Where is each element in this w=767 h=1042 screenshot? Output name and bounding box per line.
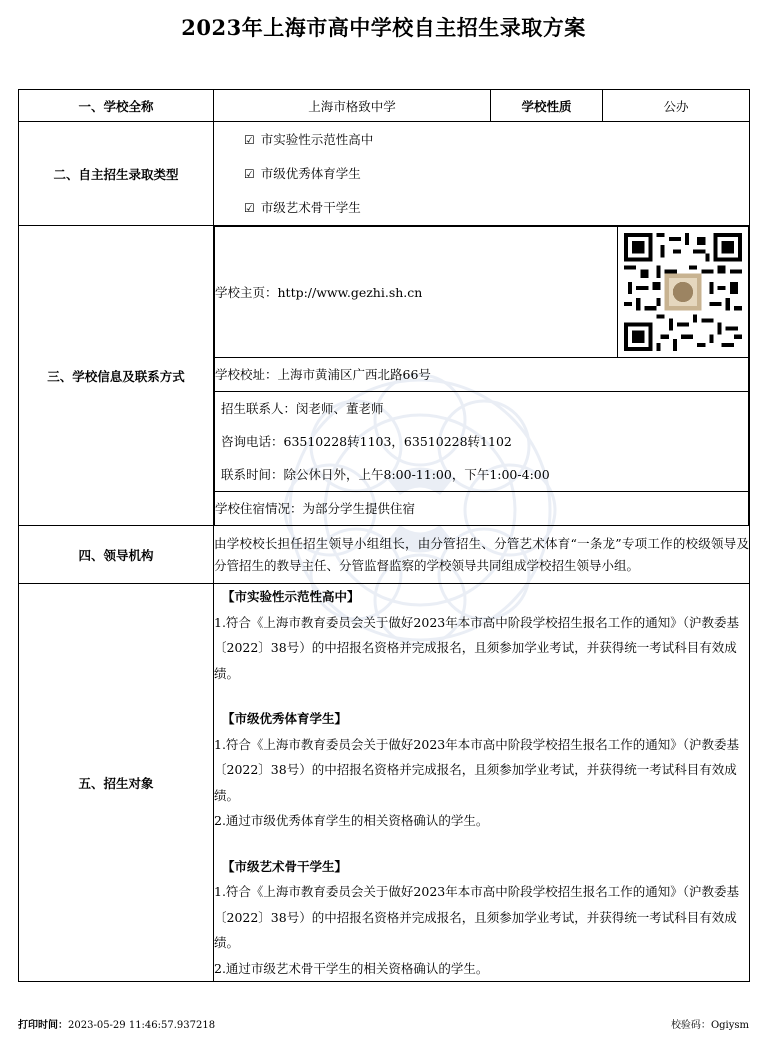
checked-box-icon: ☑: [244, 200, 255, 215]
print-time: [18, 1016, 215, 1031]
target-requirement: 1.符合《上海市教育委员会关于做好2023年本市高中阶段学校招生报名工作的通知》（沪教委基〔2022〕38号）的中招报名资格并完成报名，且须参加学业考试，并获得统一考试科目有效成绩。: [214, 614, 739, 681]
targets-row: [19, 584, 750, 982]
admission-type-item: ☑ 市级优秀体育学生: [244, 165, 361, 181]
contact-hours: 联系时间：除公休日外，上午8:00-11:00，下午1:00-4:00: [221, 467, 550, 482]
leadership-label: 四、领导机构: [19, 526, 214, 584]
school-nature-value: 公办: [603, 90, 750, 122]
dorm-info: 学校住宿情况：为部分学生提供住宿: [215, 492, 749, 526]
target-requirement: 2.通过市级艺术骨干学生的相关资格确认的学生。: [214, 960, 489, 976]
admission-type-item: ☑ 市级艺术骨干学生: [244, 199, 361, 215]
leadership-row: [19, 526, 750, 584]
contact-label: 三、学校信息及联系方式: [19, 226, 214, 526]
target-section-heading: 【市实验性示范性高中】: [222, 589, 360, 604]
admission-types-row: [19, 122, 750, 226]
targets-content: [214, 584, 750, 982]
checked-box-icon: ☑: [244, 132, 255, 147]
verify-code-value: Ogiysm: [710, 1020, 749, 1031]
school-name-label: 一、学校全称: [19, 90, 214, 122]
target-section-heading: 【市级优秀体育学生】: [222, 711, 348, 726]
admission-types-label: 二、自主招生录取类型: [19, 122, 214, 226]
target-requirement: 1.符合《上海市教育委员会关于做好2023年本市高中阶段学校招生报名工作的通知》（沪教委基〔2022〕38号）的中招报名资格并完成报名，且须参加学业考试，并获得统一考试科目有效成绩。: [214, 884, 739, 950]
admission-type-item: ☑ 市实验性示范性高中: [244, 131, 374, 147]
print-time-label: 打印时间：: [18, 1020, 68, 1031]
school-name-row: [19, 90, 750, 122]
target-section-heading: 【市级艺术骨干学生】: [222, 858, 348, 874]
contact-person: 招生联系人：闵老师、董老师: [221, 401, 384, 416]
qr-code-icon: [624, 233, 742, 351]
verify-code: [671, 1016, 749, 1031]
admission-types-list: [214, 122, 750, 226]
print-time-value: 2023-05-29 11:46:57.937218: [68, 1020, 216, 1031]
school-nature-label: 学校性质: [491, 90, 603, 122]
admission-plan-table: [18, 89, 750, 982]
school-address: 学校校址：上海市黄浦区广西北路66号: [215, 358, 749, 392]
contact-phone: 咨询电话：63510228转1103，63510228转1102: [221, 434, 512, 449]
school-name-value: 上海市格致中学: [214, 90, 491, 122]
homepage-link[interactable]: 学校主页：http://www.gezhi.sh.cn: [215, 227, 618, 358]
verify-code-label: 校验码：: [670, 1020, 711, 1031]
checked-box-icon: ☑: [244, 166, 255, 181]
target-requirement: 2.通过市级优秀体育学生的相关资格确认的学生。: [214, 813, 489, 828]
target-requirement: 1.符合《上海市教育委员会关于做好2023年本市高中阶段学校招生报名工作的通知》（沪教委基〔2022〕38号）的中招报名资格并完成报名，且须参加学业考试，并获得统一考试科目有效成绩。: [214, 736, 739, 803]
contact-row: [19, 226, 750, 526]
page-title: 2023年上海市高中学校自主招生录取方案: [181, 15, 586, 40]
targets-label: 五、招生对象: [19, 584, 214, 982]
leadership-text: 由学校校长担任招生领导小组组长，由分管招生、分管艺术体育“一条龙”专项工作的校级领导及分管招生的教导主任、分管监督监察的学校领导共同组成学校招生领导小组。: [214, 526, 750, 584]
